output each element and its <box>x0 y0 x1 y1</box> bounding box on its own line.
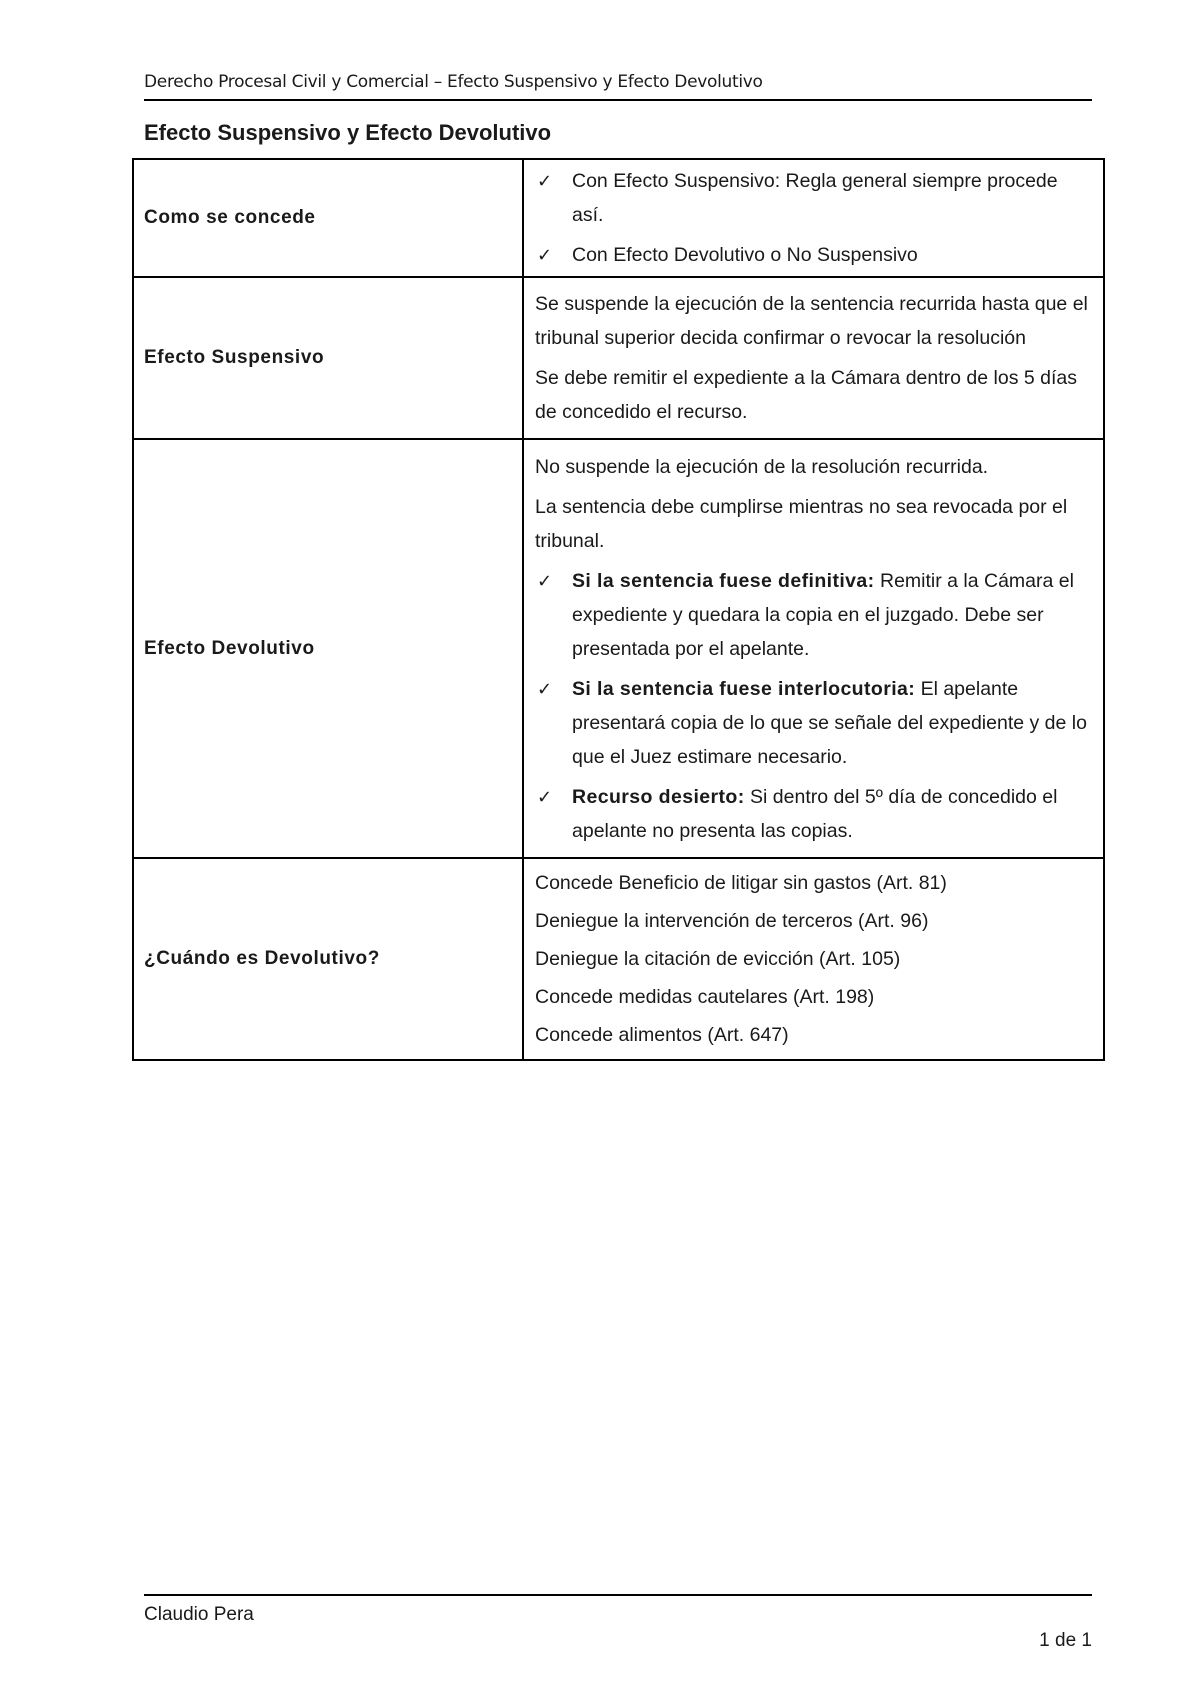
checklist-item <box>535 238 1091 272</box>
table-row <box>133 439 1104 858</box>
checklist-item <box>535 164 1091 232</box>
row-content <box>523 858 1104 1060</box>
paragraph: Se suspende la ejecución de la sentencia recurrida hasta que el tribunal superior decida confirmar o revocar la resolución <box>535 293 1088 349</box>
checkmark-icon: ✓ <box>537 245 553 265</box>
list-item: Deniegue la intervención de terceros (Art. 96) <box>535 910 929 932</box>
header-divider <box>144 99 1092 101</box>
row-label: Como se concede <box>133 159 523 277</box>
checklist-text: Con Efecto Suspensivo: Regla general siempre procede así. <box>572 170 1058 226</box>
checklist-text: Remitir a la Cámara el expediente y quedara la copia en el juzgado. Debe ser presentada por el apelante. <box>572 569 1074 660</box>
paragraph: Se debe remitir el expediente a la Cámara dentro de los 5 días de concedido el recurso. <box>535 367 1077 423</box>
paragraph: No suspende la ejecución de la resolución recurrida. <box>535 455 989 478</box>
summary-table <box>132 158 1105 1061</box>
list-item: Concede medidas cautelares (Art. 198) <box>535 986 875 1008</box>
page-title: Efecto Suspensivo y Efecto Devolutivo <box>144 120 552 145</box>
footer-divider <box>144 1594 1092 1596</box>
checklist-lead: Recurso desierto: <box>572 785 745 808</box>
checklist-lead: Si la sentencia fuese definitiva: <box>572 569 875 592</box>
row-content <box>523 439 1104 858</box>
checklist-item <box>535 672 1091 774</box>
row-label: Efecto Devolutivo <box>133 439 523 858</box>
page-number: 1 de 1 <box>1039 1630 1092 1651</box>
checkmark-icon: ✓ <box>537 570 553 591</box>
paragraph: La sentencia debe cumplirse mientras no sea revocada por el tribunal. <box>535 495 1068 552</box>
checklist-text: El apelante presentará copia de lo que se señale del expediente y de lo que el Juez estimare necesario. <box>572 677 1087 768</box>
table-row <box>133 858 1104 1060</box>
row-content <box>523 159 1104 277</box>
checklist-lead: Si la sentencia fuese interlocutoria: <box>572 677 916 700</box>
checkmark-icon: ✓ <box>537 678 553 699</box>
checklist-text: Con Efecto Devolutivo o No Suspensivo <box>572 244 918 266</box>
checklist-item <box>535 780 1091 848</box>
checklist-text: Si dentro del 5º día de concedido el apelante no presenta las copias. <box>572 785 1058 842</box>
row-label: ¿Cuándo es Devolutivo? <box>133 858 523 1060</box>
table-row <box>133 159 1104 277</box>
table-row <box>133 277 1104 439</box>
row-content <box>523 277 1104 439</box>
checkmark-icon: ✓ <box>537 786 553 807</box>
list-item: Concede Beneficio de litigar sin gastos (Art. 81) <box>535 872 947 894</box>
row-label: Efecto Suspensivo <box>133 277 523 439</box>
checkmark-icon: ✓ <box>537 171 553 191</box>
footer-author: Claudio Pera <box>144 1604 254 1625</box>
running-header: Derecho Procesal Civil y Comercial – Efecto Suspensivo y Efecto Devolutivo <box>144 72 763 92</box>
checklist-item <box>535 564 1091 666</box>
list-item: Deniegue la citación de evicción (Art. 105) <box>535 948 901 970</box>
list-item: Concede alimentos (Art. 647) <box>535 1024 789 1046</box>
